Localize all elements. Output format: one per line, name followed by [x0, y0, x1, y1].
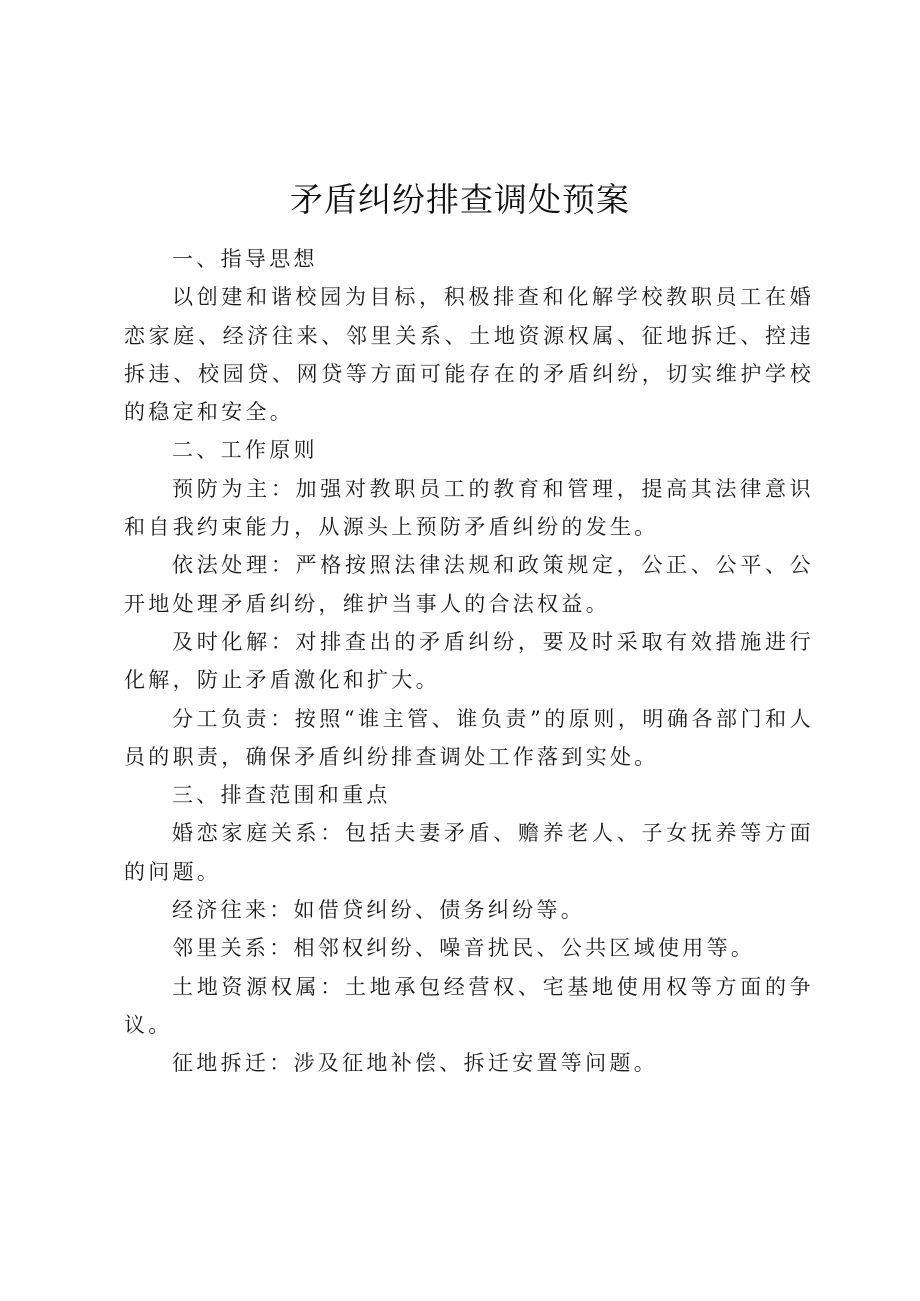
- paragraph-prevention-first: 预防为主：加强对教职员工的教育和管理，提高其法律意识和自我约束能力，从源头上预防矛盾纠纷的发生。: [124, 476, 814, 540]
- section-heading-guiding-ideology: 一、指导思想: [172, 247, 318, 271]
- document-body: [124, 240, 814, 1083]
- paragraph-land-ownership: 土地资源权属：土地承包经营权、宅基地使用权等方面的争议。: [124, 974, 814, 1037]
- section-heading-scope-and-focus: 三、排查范围和重点: [172, 783, 391, 808]
- paragraph-land-requisition: 征地拆迁：涉及征地补偿、拆迁安置等问题。: [172, 1051, 658, 1076]
- paragraph-division-of-responsibility: 分工负责：按照“谁主管、谁负责”的原则，明确各部门和人员的职责，确保矛盾纠纷排查调处工作落到实处。: [124, 706, 814, 769]
- paragraph-lawful-handling: 依法处理：严格按照法律法规和政策规定，公正、公平、公开地处理矛盾纠纷，维护当事人的合法权益。: [124, 553, 814, 616]
- paragraph-marriage-family: 婚恋家庭关系：包括夫妻矛盾、赡养老人、子女抚养等方面的问题。: [124, 821, 814, 884]
- paragraph-timely-resolution: 及时化解：对排查出的矛盾纠纷，要及时采取有效措施进行化解，防止矛盾激化和扩大。: [124, 629, 814, 693]
- paragraph-neighborhood-relations: 邻里关系：相邻权纠纷、噪音扰民、公共区域使用等。: [172, 936, 756, 961]
- paragraph-economic-dealings: 经济往来：如借贷纠纷、债务纠纷等。: [172, 898, 586, 923]
- paragraph-guiding-ideology: 以创建和谐校园为目标，积极排查和化解学校教职员工在婚恋家庭、经济往来、邻里关系、土地资源权属、征地拆迁、控违拆违、校园贷、网贷等方面可能存在的矛盾纠纷，切实维护学校的稳定和安全。: [124, 285, 814, 425]
- section-heading-work-principles: 二、工作原则: [172, 438, 318, 463]
- document-title: 矛盾纠纷排查调处预案: [290, 180, 630, 219]
